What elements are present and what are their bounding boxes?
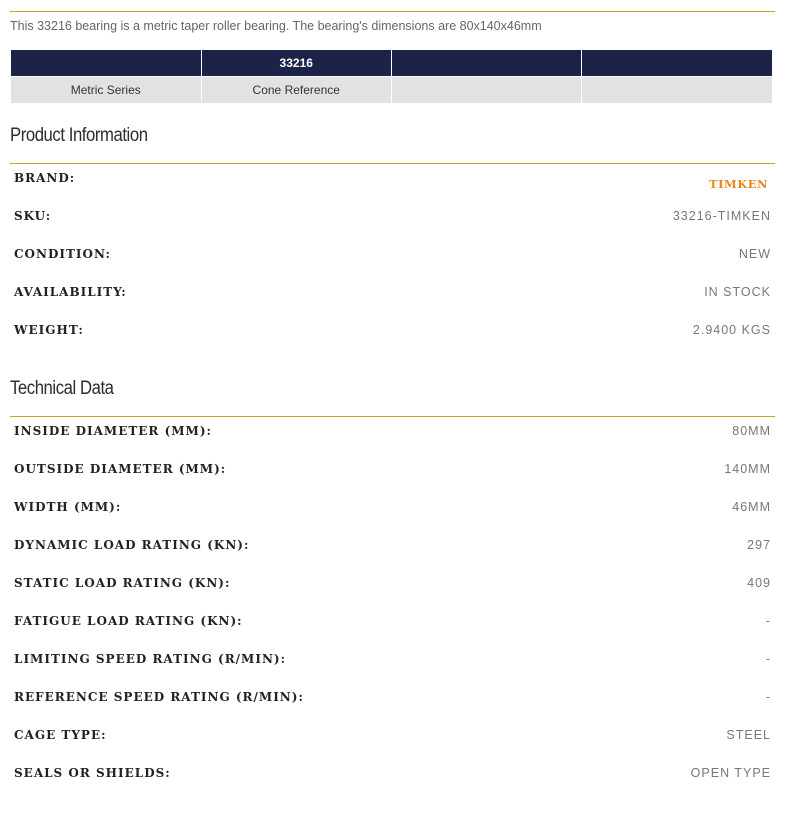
technical-data-row — [14, 614, 771, 632]
technical-data-row — [14, 728, 771, 746]
spec-table-header-row — [11, 50, 773, 77]
product-info-row — [14, 323, 771, 341]
inside-diameter-value: 80MM — [732, 424, 771, 438]
technical-data-row — [14, 424, 771, 442]
technical-data-row — [14, 690, 771, 708]
top-divider — [10, 11, 775, 12]
product-info-row — [14, 247, 771, 265]
spec-sub-cell: Cone Reference — [201, 77, 391, 104]
sku-label: SKU: — [14, 209, 52, 223]
intro-text: This 33216 bearing is a metric taper roller bearing. The bearing's dimensions are 80x140x46mm — [10, 19, 542, 33]
condition-label: CONDITION: — [14, 247, 111, 261]
outside-diameter-label: OUTSIDE DIAMETER (MM): — [14, 462, 227, 476]
spec-header-cell — [391, 50, 581, 77]
reference-speed-label: REFERENCE SPEED RATING (R/MIN): — [14, 690, 304, 704]
width-label: WIDTH (MM): — [14, 500, 122, 514]
outside-diameter-value: 140MM — [724, 462, 771, 476]
dynamic-load-label: DYNAMIC LOAD RATING (KN): — [14, 538, 250, 552]
fatigue-load-value: - — [765, 614, 771, 628]
spec-sub-cell: Metric Series — [11, 77, 201, 104]
technical-data-divider — [10, 416, 775, 417]
condition-value: NEW — [738, 247, 771, 261]
technical-data-row — [14, 652, 771, 670]
limiting-speed-value: - — [765, 652, 771, 666]
dynamic-load-value: 297 — [747, 538, 771, 552]
cage-type-value: STEEL — [726, 728, 771, 742]
weight-label: WEIGHT: — [14, 323, 84, 337]
width-value: 46MM — [732, 500, 771, 514]
spec-sub-cell — [582, 77, 773, 104]
spec-header-cell — [582, 50, 773, 77]
reference-speed-value: - — [765, 690, 771, 704]
product-info-title: Product Information — [10, 125, 148, 146]
brand-label: BRAND: — [14, 171, 76, 185]
spec-table — [11, 50, 773, 103]
availability-label: AVAILABILITY: — [14, 285, 127, 299]
technical-data-title: Technical Data — [10, 378, 114, 399]
availability-value: IN STOCK — [704, 285, 771, 299]
technical-data-row — [14, 500, 771, 518]
technical-data-row — [14, 576, 771, 594]
product-info-row — [14, 209, 771, 227]
limiting-speed-label: LIMITING SPEED RATING (R/MIN): — [14, 652, 287, 666]
product-info-row — [14, 171, 771, 189]
sku-value: 33216-TIMKEN — [672, 209, 771, 223]
static-load-label: STATIC LOAD RATING (KN): — [14, 576, 231, 590]
fatigue-load-label: FATIGUE LOAD RATING (KN): — [14, 614, 243, 628]
technical-data-row — [14, 766, 771, 784]
spec-sub-cell — [391, 77, 581, 104]
weight-value: 2.9400 KGS — [692, 323, 771, 337]
cage-type-label: CAGE TYPE: — [14, 728, 107, 742]
spec-header-cell — [11, 50, 201, 77]
product-info-divider — [10, 163, 775, 164]
technical-data-row — [14, 538, 771, 556]
product-info-row — [14, 285, 771, 303]
inside-diameter-label: INSIDE DIAMETER (MM): — [14, 424, 212, 438]
brand-value[interactable]: TIMKEN — [709, 177, 768, 191]
spec-header-cell: 33216 — [201, 50, 391, 77]
technical-data-row — [14, 462, 771, 480]
seals-shields-value: OPEN TYPE — [690, 766, 771, 780]
seals-shields-label: SEALS OR SHIELDS: — [14, 766, 171, 780]
spec-table-sub-row — [11, 77, 773, 104]
static-load-value: 409 — [747, 576, 771, 590]
